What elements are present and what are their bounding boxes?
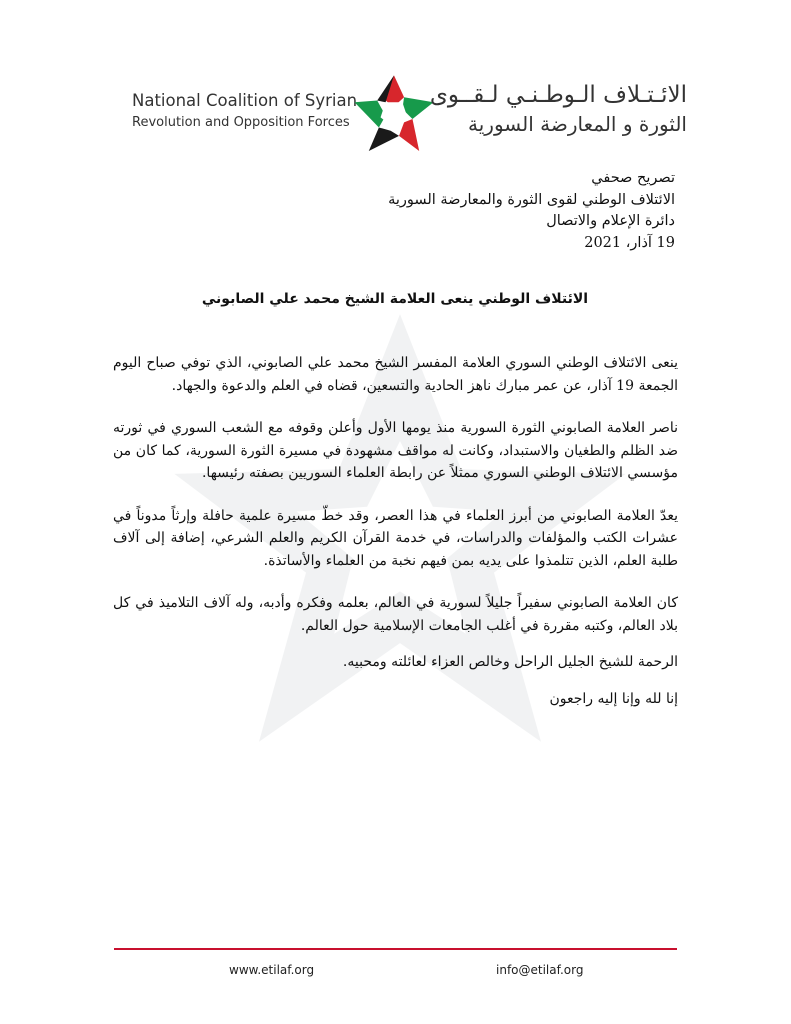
letterhead [0, 60, 791, 150]
condolence-line: الرحمة للشيخ الجليل الراحل وخالص العزاء لعائلته ومحبيه. [342, 654, 678, 670]
english-name-line1: National Coalition of Syrian [132, 91, 358, 110]
english-name-line2: Revolution and Opposition Forces [132, 115, 350, 130]
press-statement-meta [115, 168, 675, 254]
body-paragraph: ناصر العلامة الصابوني الثورة السورية منذ يومها الأول وأعلن وقوفه مع الشعب السوري في ثورته ضد الظلم والطغيان والاستبداد، وكانت له مواقف مشهودة في مسيرة الثورة السورية، كما كان من مؤسسي الائتلاف الوطني السوري ممثلاً عن رابطة العلماء السوريين بصفته رئيسها. [113, 420, 678, 481]
document-type: تصريح صحفي [591, 170, 675, 186]
statement-headline: الائتلاف الوطني ينعى العلامة الشيخ محمد علي الصابوني [201, 291, 589, 307]
arabic-name-line2: الثورة و المعارضة السورية [468, 112, 687, 136]
issuing-organization: الائتلاف الوطني لقوى الثورة والمعارضة السورية [388, 191, 675, 208]
footer-website-link[interactable]: www.etilaf.org [229, 963, 315, 977]
issuing-department: دائرة الإعلام والاتصال [546, 213, 675, 229]
footer-email-link[interactable]: info@etilaf.org [496, 963, 584, 977]
statement-body [113, 352, 678, 730]
coalition-star-logo-icon [352, 72, 436, 156]
closing-line: إنا لله وإنا إليه راجعون [549, 690, 678, 707]
arabic-name-line1: الائـتـلاف الـوطـنـي لـقــوى [429, 82, 687, 108]
body-paragraph: ينعى الائتلاف الوطني السوري العلامة المفسر الشيخ محمد علي الصابوني، الذي توفي صباح اليوم الجمعة 19 آذار، عن عمر مبارك ناهز الحادية والتسعين، قضاه في العلم والدعوة والجهاد. [113, 355, 678, 394]
statement-date: 19 آذار، 2021 [584, 234, 675, 251]
body-paragraph: كان العلامة الصابوني سفيراً جليلاً لسورية في العالم، بعلمه وفكره وأدبه، وله آلاف التلاميذ في كل بلاد العالم، وكتبه مقررة في أغلب الجامعات الإسلامية حول العالم. [113, 595, 678, 634]
arabic-organization-name [429, 80, 687, 138]
body-paragraph: يعدّ العلامة الصابوني من أبرز العلماء في هذا العصر، وقد خطّ مسيرة علمية حافلة وإرثاً مدوناً في عشرات الكتب والمؤلفات والدراسات، في خدمة القرآن الكريم والعلم الشرعي، إضافة إلى آلاف طلبة العلم، الذين تتلمذوا على يديه بمن فيهم نخبة من العلماء والأساتذة. [113, 507, 678, 569]
footer-divider [114, 948, 677, 950]
english-organization-name [132, 90, 358, 134]
